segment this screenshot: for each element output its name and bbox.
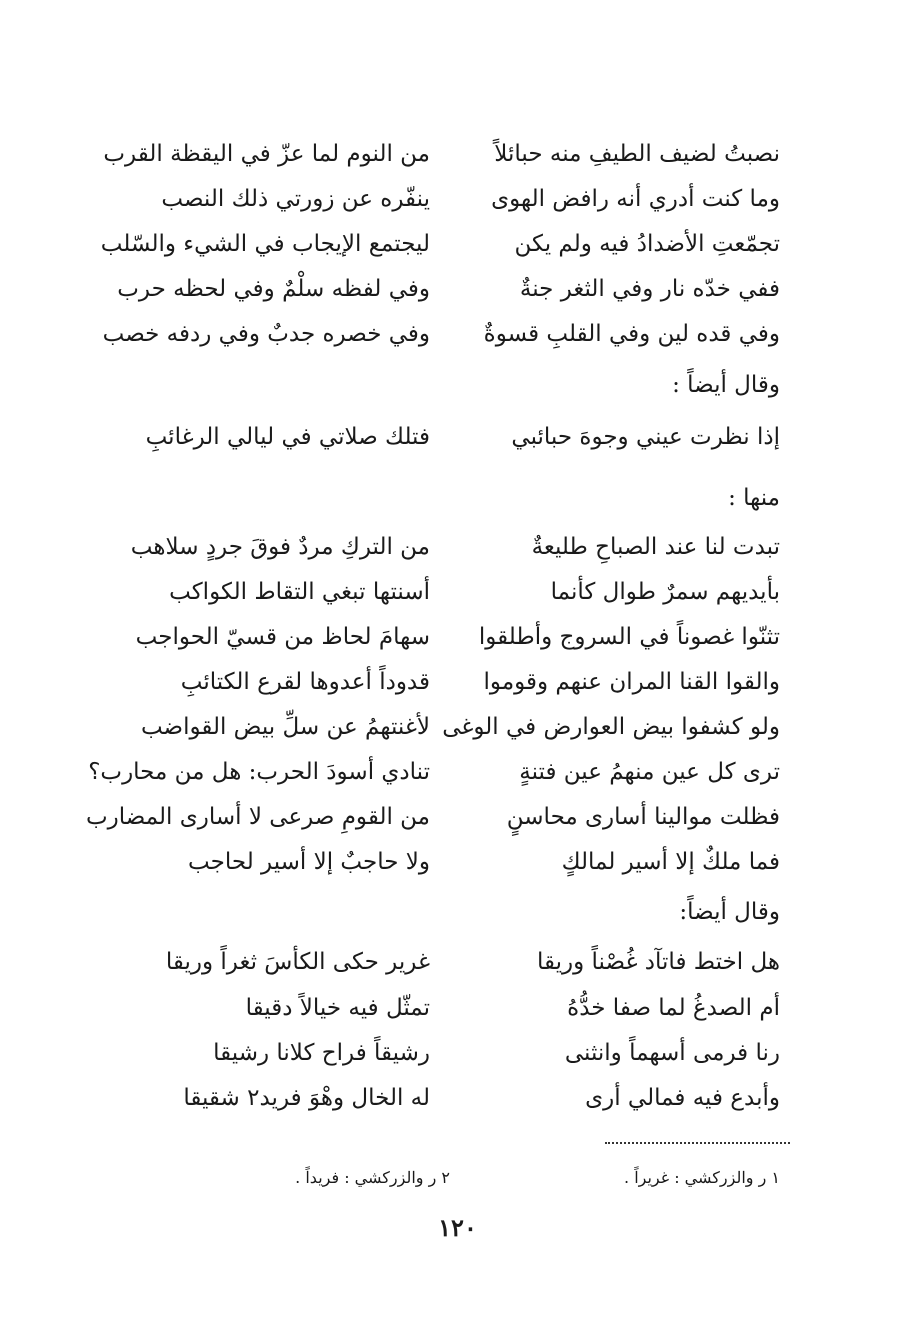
verse-3-second-hemistich: ليجتمع الإيجاب في الشيء والسّلب (100, 231, 430, 257)
verse-11-first-hemistich: ولو كشفوا بيض العوارض في الوغى (442, 714, 780, 740)
footnote-1: ١ ر والزركشي : غريراً . (624, 1168, 780, 1187)
verse-5-second-hemistich: وفي خصره جدبٌ وفي ردفه خصب (102, 321, 430, 347)
verse-6-second-hemistich: فتلك صلاتي في ليالي الرغائبِ (145, 424, 430, 450)
verse-17-second-hemistich: رشيقاً فراح كلانا رشيقا (213, 1040, 430, 1066)
verse-10-second-hemistich: قدوداً أعدوها لقرع الكتائبِ (180, 669, 430, 695)
verse-2-second-hemistich: ينفّره عن زورتي ذلك النصب (161, 186, 430, 212)
verse-18-second-hemistich: له الخال وهْوَ فريد٢ شقيقا (183, 1085, 430, 1111)
verse-18-first-hemistich: وأبدع فيه فمالي أرى (585, 1085, 780, 1111)
verse-2-first-hemistich: وما كنت أدري أنه رافض الهوى (491, 186, 780, 212)
verse-3-first-hemistich: تجمّعتِ الأضدادُ فيه ولم يكن (514, 231, 780, 257)
verse-14-first-hemistich: فما ملكٌ إلا أسير لمالكٍ (561, 849, 780, 875)
verse-9-second-hemistich: سهامَ لحاظ من قسيّ الحواجب (135, 624, 430, 650)
footnote-separator (605, 1142, 790, 1144)
verse-12-first-hemistich: ترى كل عين منهمُ عين فتنةٍ (519, 759, 780, 785)
verse-10-first-hemistich: والقوا القنا المران عنهم وقوموا (483, 669, 780, 695)
verse-8-second-hemistich: أسنتها تبغي التقاط الكواكب (169, 579, 430, 605)
verse-7-second-hemistich: من التركِ مردٌ فوقَ جردٍ سلاهب (130, 534, 430, 560)
verse-6-first-hemistich: إذا نظرت عيني وجوهَ حبائبي (511, 424, 780, 450)
verse-14-second-hemistich: ولا حاجبٌ إلا أسير لحاجب (188, 849, 430, 875)
verse-4-first-hemistich: ففي خدّه نار وفي الثغر جنةٌ (519, 276, 780, 302)
verse-15-second-hemistich: غرير حكى الكأسَ ثغراً وريقا (165, 949, 430, 975)
section-heading: وقال أيضاً : (672, 372, 780, 398)
footnote-2: ٢ ر والزركشي : فريداً . (295, 1168, 450, 1187)
verse-17-first-hemistich: رنا فرمى أسهماً وانثنى (564, 1040, 780, 1066)
verse-1-second-hemistich: من النوم لما عزّ في اليقظة القرب (103, 141, 430, 167)
verse-11-second-hemistich: لأغنتهمُ عن سلِّ بيض القواضب (140, 714, 430, 740)
verse-15-first-hemistich: هل اختط فاتآد غُصْناً وريقا (536, 949, 780, 975)
verse-1-first-hemistich: نصبتُ لضيف الطيفِ منه حبائلاً (494, 141, 780, 167)
verse-16-first-hemistich: أم الصدغُ لما صفا خدُّهُ (567, 995, 780, 1021)
page-number: ١٢٠ (438, 1213, 477, 1242)
verse-12-second-hemistich: تنادي أسودَ الحرب: هل من محارب؟ (88, 759, 430, 785)
verse-8-first-hemistich: بأيديهم سمرٌ طوال كأنما (550, 579, 780, 605)
verse-5-first-hemistich: وفي قده لين وفي القلبِ قسوةٌ (483, 321, 780, 347)
verse-7-first-hemistich: تبدت لنا عند الصباحِ طليعةٌ (531, 534, 780, 560)
verse-4-second-hemistich: وفي لفظه سلْمٌ وفي لحظه حرب (117, 276, 430, 302)
verse-9-first-hemistich: تثنّوا غصوناً في السروج وأطلقوا (478, 624, 780, 650)
section-heading: منها : (728, 485, 780, 511)
section-heading: وقال أيضاً: (679, 899, 780, 925)
verse-13-second-hemistich: من القومِ صرعى لا أسارى المضارب (86, 804, 430, 830)
verse-13-first-hemistich: فظلت موالينا أسارى محاسنٍ (506, 804, 780, 830)
verse-16-second-hemistich: تمثّل فيه خيالاً دقيقا (245, 995, 430, 1021)
